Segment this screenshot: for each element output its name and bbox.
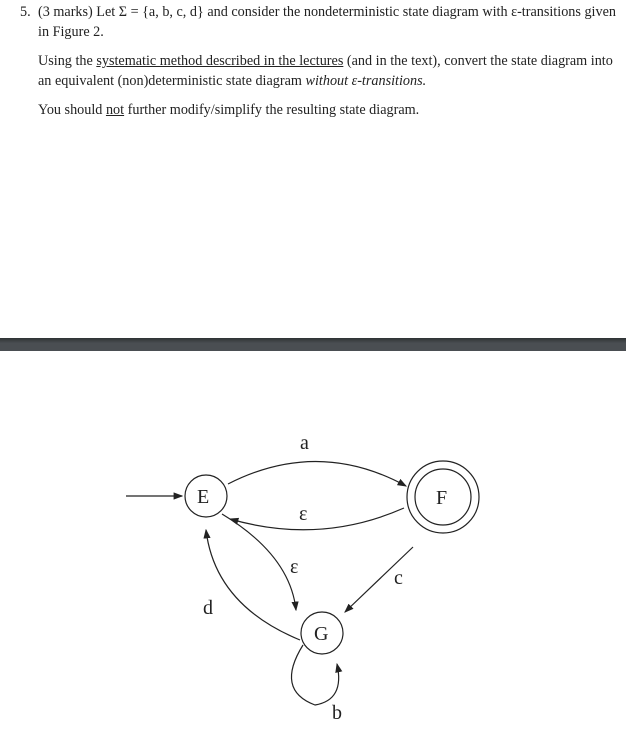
edge-g-e xyxy=(206,530,300,640)
underlined-phrase: systematic method described in the lectures xyxy=(96,53,344,69)
text: You should xyxy=(38,102,106,118)
underlined-word: not xyxy=(105,102,125,118)
edge-e-g xyxy=(222,514,299,610)
edge-label-b: b xyxy=(332,702,342,724)
question-intro: (3 marks) Let Σ = {a, b, c, d} and consider the nondeterministic state diagram with ε-transitions given in Figure 2. xyxy=(38,4,616,40)
edge-g-g-loop xyxy=(291,645,338,705)
text: further modify/simplify the resulting state diagram. xyxy=(124,102,420,118)
state-e-label: E xyxy=(197,486,210,508)
edge-e-f xyxy=(228,461,406,486)
state-f-label: F xyxy=(436,487,448,509)
edge-label-a: a xyxy=(300,432,309,454)
question-number: 5. xyxy=(20,4,31,20)
state-g-label: G xyxy=(314,623,329,645)
text: (and in the text), convert the state diagram into an equivalent (non)deterministic state diagram xyxy=(38,53,613,89)
edge-label-epsilon-fe: ε xyxy=(299,503,308,525)
edge-label-epsilon-eg: ε xyxy=(290,556,299,578)
edge-f-e xyxy=(230,508,404,530)
edge-label-d: d xyxy=(203,597,213,619)
text: Using the xyxy=(38,53,97,69)
italic-text: without ε-transitions. xyxy=(305,73,427,89)
edge-label-c: c xyxy=(394,567,403,589)
